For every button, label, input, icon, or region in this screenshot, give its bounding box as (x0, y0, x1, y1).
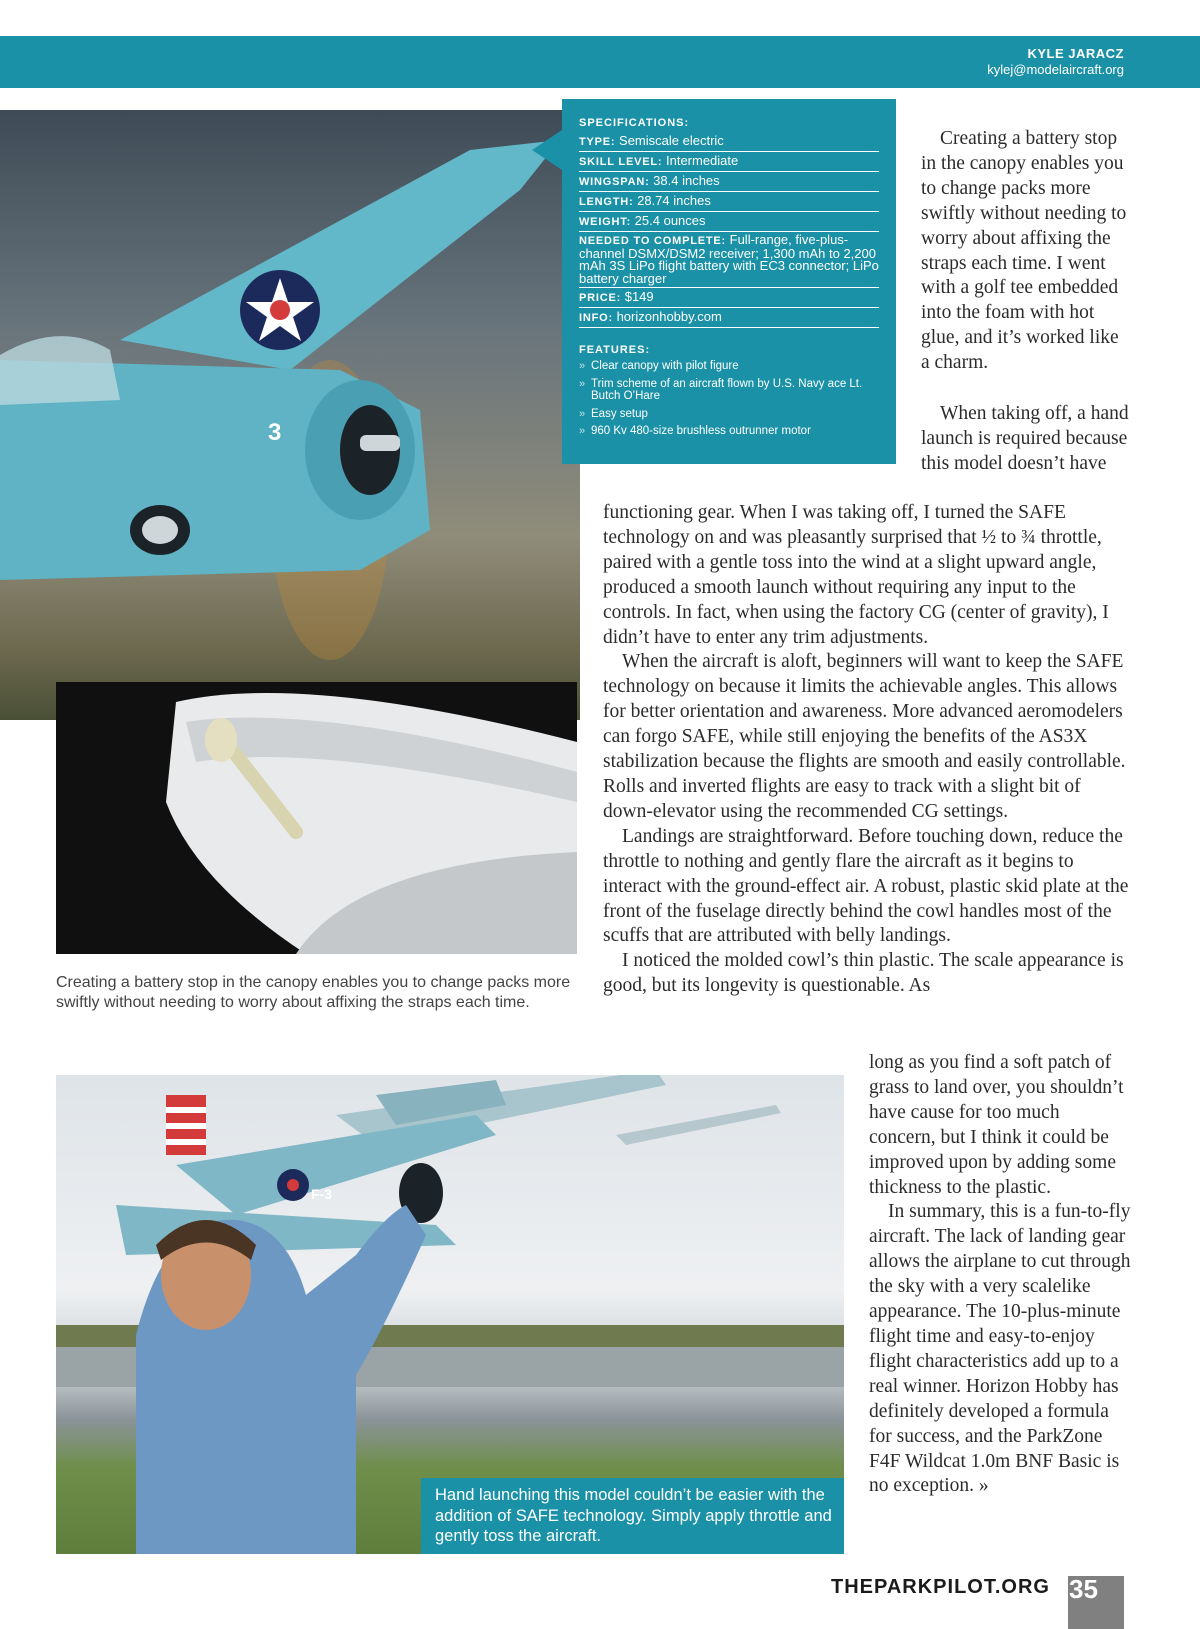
feature-item: » 960 Kv 480-size brushless outrunner motor (579, 425, 811, 437)
spec-box-pointer (532, 130, 562, 170)
paragraph: When the aircraft is aloft, beginners will want to keep the SAFE technology on because it limits the achievable angles. This allows for better orientation and awareness. More advanced aeromodelers can forgo SAFE, while still enjoying the benefits of the AS3X stabilization because the flights are smooth and easily controllable. Rolls and inverted flights are easy to track with a slight bit of down-elevator using the recommended CG settings. (603, 651, 1126, 822)
plane-code: F-3 (311, 1186, 332, 1202)
spec-row-needed: NEEDED TO COMPLETE: Full-range, five-plus-channel DSMX/DSM2 receiver; 1,300 mAh to 2,200 mAh 3S LiPo flight battery with EC3 connector; LiPo battery charger (579, 232, 879, 288)
spec-row-length: LENGTH: 28.74 inches (579, 192, 879, 212)
features-heading: FEATURES: (579, 344, 651, 356)
chevron-icon: » (579, 360, 586, 372)
paragraph: I noticed the molded cowl’s thin plastic. The scale appearance is good, but its longevity is questionable. As (603, 950, 1124, 997)
foam-illustration (56, 682, 577, 954)
spec-row-skill: SKILL LEVEL: Intermediate (579, 152, 879, 172)
chevron-icon: » (579, 425, 586, 437)
author-email: kylej@modelaircraft.org (987, 62, 1124, 77)
spec-row-info: INFO: horizonhobby.com (579, 308, 879, 328)
body-column-wide (603, 501, 1133, 999)
photo-canopy-battery-stop (56, 682, 577, 954)
body-column-narrow-bottom (869, 1051, 1131, 1499)
body-column-narrow-middle (921, 402, 1131, 477)
spec-heading: SPECIFICATIONS: (579, 117, 690, 129)
paragraph: Landings are straightforward. Before touching down, reduce the throttle to nothing and gently flare the aircraft as it begins to interact with the ground-effect air. A robust, plastic skid plate at the front of the fuselage directly behind the cowl handles most of the scuffs that are attributed with belly landings. (603, 825, 1129, 947)
plane-illustration (0, 110, 580, 720)
body-column-narrow-top (921, 127, 1131, 376)
paragraph-continued: long as you find a soft patch of grass to land over, you shouldn’t have cause for too much concern, but I think it could be improved upon by adding some thickness to the plastic. (869, 1052, 1124, 1198)
spec-row-price: PRICE: $149 (579, 288, 879, 308)
feature-item: » Trim scheme of an aircraft flown by U.S. Navy ace Lt. Butch O’Hare (579, 377, 863, 402)
chevron-icon: » (579, 377, 586, 390)
paragraph-continued: functioning gear. When I was taking off, I turned the SAFE technology on and was pleasantly surprised that ½ to ¾ throttle, paired with a gentle toss into the wind at a slight upward angle, produced a smooth launch without requiring any input to the controls. In fact, when using the factory CG (center of gravity), I didn’t have to enter any trim adjustments. (603, 502, 1109, 648)
page-number: 35 (1069, 1574, 1098, 1604)
paragraph: In summary, this is a fun-to-fly aircraft. The lack of landing gear allows the airplane to cut through the sky with a very scalelike appearance. The 10-plus-minute flight time and easy-to-enjoy flight characteristics add up to a real winner. Horizon Hobby has definitely developed a formula for success, and the ParkZone F4F Wildcat 1.0m BNF Basic is no exception. » (869, 1201, 1131, 1497)
paragraph: Creating a battery stop in the canopy enables you to change packs more swiftly without needing to worry about affixing the straps each time. I went with a golf tee embedded into the foam with hot glue, and it’s worked like a charm. (921, 128, 1127, 374)
spec-row-weight: WEIGHT: 25.4 ounces (579, 212, 879, 232)
author-name: KYLE JARACZ (1027, 46, 1124, 61)
author-block (987, 46, 1124, 77)
caption-hand-launch: Hand launching this model couldn’t be easier with the addition of SAFE technology. Simply apply throttle and gently toss the aircraft. (435, 1486, 832, 1545)
paragraph: When taking off, a hand launch is required because this model doesn’t have (921, 403, 1129, 474)
photo-plane-in-flight (0, 110, 580, 720)
plane-number: 3 (268, 419, 282, 446)
caption-battery-stop: Creating a battery stop in the canopy enables you to change packs more swiftly without needing to worry about affixing the straps each time. (56, 974, 571, 1011)
feature-item: » Clear canopy with pilot figure (579, 360, 739, 372)
chevron-icon: » (579, 407, 586, 420)
footer-site-name: THEPARKPILOT.ORG (831, 1576, 1050, 1598)
feature-item: » Easy setup (579, 407, 648, 420)
spec-row-type: TYPE: Semiscale electric (579, 132, 879, 152)
spec-row-wingspan: WINGSPAN: 38.4 inches (579, 172, 879, 192)
spec-box (562, 99, 896, 464)
